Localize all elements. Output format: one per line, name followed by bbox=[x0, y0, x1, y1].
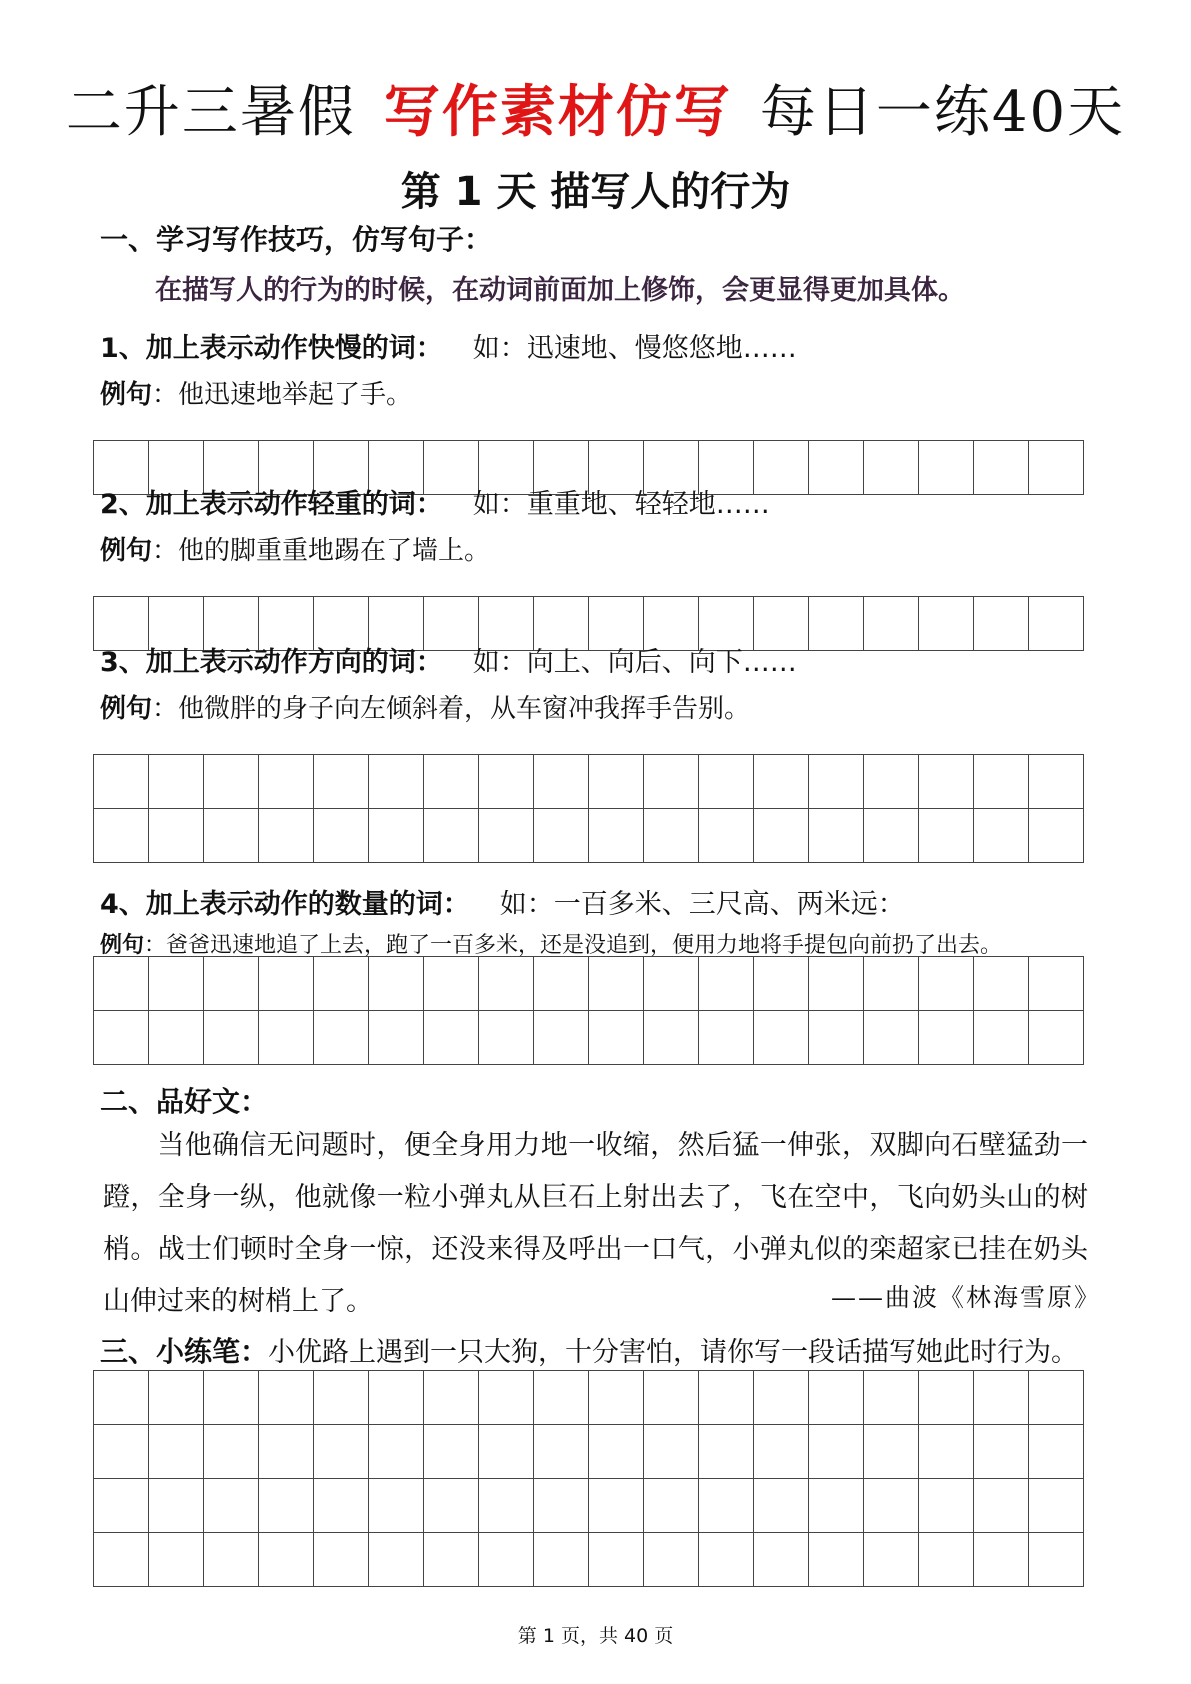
grid-cell[interactable] bbox=[589, 1011, 644, 1065]
page-subtitle: 第 1 天 描写人的行为 bbox=[400, 169, 791, 215]
grid-cell[interactable] bbox=[864, 755, 919, 809]
writing-grid-5[interactable] bbox=[93, 1370, 1084, 1587]
grid-cell[interactable] bbox=[809, 1011, 864, 1065]
grid-cell[interactable] bbox=[149, 1533, 204, 1587]
grid-cell[interactable] bbox=[534, 1425, 589, 1479]
grid-cell[interactable] bbox=[259, 1533, 314, 1587]
grid-cell[interactable] bbox=[94, 755, 149, 809]
grid-cell[interactable] bbox=[809, 755, 864, 809]
grid-cell[interactable] bbox=[479, 1371, 534, 1425]
grid-cell[interactable] bbox=[864, 441, 919, 495]
grid-cell[interactable] bbox=[699, 1371, 754, 1425]
grid-cell[interactable] bbox=[534, 1371, 589, 1425]
item-4-examples: 如：一百多米、三尺高、两米远： bbox=[499, 889, 905, 920]
grid-cell[interactable] bbox=[534, 1533, 589, 1587]
item-1-label: 1、加上表示动作快慢的词： bbox=[100, 333, 443, 364]
section3-heading: 三、小练笔： bbox=[100, 1335, 269, 1368]
grid-cell[interactable] bbox=[589, 1479, 644, 1533]
grid-cell[interactable] bbox=[204, 809, 259, 863]
grid-cell[interactable] bbox=[314, 957, 369, 1011]
grid-cell[interactable] bbox=[259, 809, 314, 863]
grid-cell[interactable] bbox=[534, 755, 589, 809]
grid-cell[interactable] bbox=[864, 809, 919, 863]
section3-heading-line bbox=[100, 1330, 1078, 1370]
title-part-3: 每日一练40天 bbox=[759, 80, 1126, 145]
grid-cell[interactable] bbox=[534, 957, 589, 1011]
grid-cell[interactable] bbox=[424, 957, 479, 1011]
grid-cell[interactable] bbox=[424, 755, 479, 809]
grid-cell[interactable] bbox=[94, 1479, 149, 1533]
grid-cell[interactable] bbox=[424, 1371, 479, 1425]
grid-cell[interactable] bbox=[589, 957, 644, 1011]
model-paragraph-text: 当他确信无问题时，便全身用力地一收缩，然后猛一伸张，双脚向石壁猛劲一蹬，全身一纵，他就像一粒小弹丸从巨石上射出去了，飞在空中，飞向奶头山的树梢。战士们顿时全身一惊，还没来得及呼出一口气，小弹丸似的栾超家已挂在奶头山伸过来的树梢上了。 bbox=[103, 1130, 1088, 1317]
grid-cell[interactable] bbox=[314, 1479, 369, 1533]
grid-cell[interactable] bbox=[699, 1479, 754, 1533]
item-1-eg-text: ：他迅速地举起了手。 bbox=[152, 380, 413, 410]
grid-cell[interactable] bbox=[1029, 1533, 1084, 1587]
grid-cell[interactable] bbox=[534, 1011, 589, 1065]
grid-cell[interactable] bbox=[149, 755, 204, 809]
grid-cell[interactable] bbox=[974, 1479, 1029, 1533]
item-1-eg-label: 例句 bbox=[100, 380, 153, 410]
grid-cell[interactable] bbox=[94, 1371, 149, 1425]
grid-cell[interactable] bbox=[919, 755, 974, 809]
grid-cell[interactable] bbox=[149, 1371, 204, 1425]
section1-heading: 一、学习写作技巧，仿写句子： bbox=[100, 223, 493, 256]
grid-cell[interactable] bbox=[259, 1425, 314, 1479]
title-highlight: 写作素材仿写 bbox=[383, 79, 732, 145]
grid-cell[interactable] bbox=[204, 1479, 259, 1533]
grid-cell[interactable] bbox=[259, 755, 314, 809]
grid-cell[interactable] bbox=[754, 957, 809, 1011]
item-3-eg-text: ：他微胖的身子向左倾斜着，从车窗冲我挥手告别。 bbox=[152, 694, 751, 724]
section3-prompt: 小优路上遇到一只大狗，十分害怕，请你写一段话描写她此时行为。 bbox=[268, 1337, 1079, 1368]
grid-cell[interactable] bbox=[864, 1011, 919, 1065]
grid-cell[interactable] bbox=[919, 809, 974, 863]
grid-cell[interactable] bbox=[479, 809, 534, 863]
item-4-eg-label: 例句 bbox=[100, 933, 145, 958]
grid-cell[interactable] bbox=[1029, 1011, 1084, 1065]
grid-cell[interactable] bbox=[974, 441, 1029, 495]
grid-cell[interactable] bbox=[589, 1371, 644, 1425]
page-title bbox=[0, 68, 1191, 148]
grid-cell[interactable] bbox=[919, 1533, 974, 1587]
page-footer: 第 1 页，共 40 页 bbox=[517, 1625, 674, 1647]
grid-cell[interactable] bbox=[149, 957, 204, 1011]
grid-cell[interactable] bbox=[919, 1425, 974, 1479]
grid-cell[interactable] bbox=[149, 1479, 204, 1533]
grid-cell[interactable] bbox=[479, 1533, 534, 1587]
grid-cell[interactable] bbox=[809, 1533, 864, 1587]
grid-cell[interactable] bbox=[1029, 1479, 1084, 1533]
grid-cell[interactable] bbox=[644, 755, 699, 809]
grid-cell[interactable] bbox=[534, 1479, 589, 1533]
grid-cell[interactable] bbox=[644, 1479, 699, 1533]
item-2-label: 2、加上表示动作轻重的词： bbox=[100, 489, 443, 520]
grid-cell[interactable] bbox=[754, 809, 809, 863]
grid-cell[interactable] bbox=[204, 1371, 259, 1425]
grid-cell[interactable] bbox=[314, 809, 369, 863]
grid-cell[interactable] bbox=[699, 809, 754, 863]
grid-cell[interactable] bbox=[974, 809, 1029, 863]
grid-cell[interactable] bbox=[204, 957, 259, 1011]
grid-cell[interactable] bbox=[644, 1011, 699, 1065]
grid-cell[interactable] bbox=[754, 1425, 809, 1479]
grid-cell[interactable] bbox=[424, 1011, 479, 1065]
grid-cell[interactable] bbox=[369, 1533, 424, 1587]
grid-cell[interactable] bbox=[754, 1011, 809, 1065]
section2-heading: 二、品好文： bbox=[100, 1085, 269, 1118]
item-1-examples: 如：迅速地、慢悠悠地…… bbox=[472, 333, 797, 364]
item-4-label: 4、加上表示动作的数量的词： bbox=[100, 889, 470, 920]
grid-cell[interactable] bbox=[534, 809, 589, 863]
grid-cell[interactable] bbox=[974, 1371, 1029, 1425]
grid-cell[interactable] bbox=[314, 755, 369, 809]
grid-cell[interactable] bbox=[754, 1371, 809, 1425]
grid-cell[interactable] bbox=[974, 1533, 1029, 1587]
section1-tip: 在描写人的行为的时候，在动词前面加上修饰，会更显得更加具体。 bbox=[155, 275, 965, 306]
grid-cell[interactable] bbox=[809, 1425, 864, 1479]
item-2-example-sentence bbox=[100, 530, 490, 567]
item-2-eg-label: 例句 bbox=[100, 536, 153, 566]
grid-cell[interactable] bbox=[369, 1371, 424, 1425]
grid-cell[interactable] bbox=[259, 1479, 314, 1533]
grid-cell[interactable] bbox=[369, 1425, 424, 1479]
grid-cell[interactable] bbox=[589, 1533, 644, 1587]
grid-cell[interactable] bbox=[1029, 1371, 1084, 1425]
grid-cell[interactable] bbox=[809, 441, 864, 495]
grid-cell[interactable] bbox=[974, 1011, 1029, 1065]
grid-cell[interactable] bbox=[864, 957, 919, 1011]
grid-cell[interactable] bbox=[644, 809, 699, 863]
grid-cell[interactable] bbox=[94, 1011, 149, 1065]
paragraph-source: ——曲波《林海雪原》 bbox=[830, 1283, 1101, 1312]
grid-cell[interactable] bbox=[1029, 957, 1084, 1011]
grid-cell[interactable] bbox=[424, 1425, 479, 1479]
grid-cell[interactable] bbox=[919, 1479, 974, 1533]
item-4-example-sentence bbox=[100, 928, 1002, 959]
grid-cell[interactable] bbox=[754, 1479, 809, 1533]
grid-cell[interactable] bbox=[754, 1533, 809, 1587]
grid-cell[interactable] bbox=[864, 1479, 919, 1533]
writing-grid-3[interactable] bbox=[93, 754, 1084, 863]
grid-cell[interactable] bbox=[809, 1371, 864, 1425]
item-1-example-sentence bbox=[100, 374, 412, 411]
item-3-label: 3、加上表示动作方向的词： bbox=[100, 647, 443, 678]
grid-cell[interactable] bbox=[644, 957, 699, 1011]
grid-cell[interactable] bbox=[314, 1371, 369, 1425]
grid-cell[interactable] bbox=[369, 755, 424, 809]
grid-cell[interactable] bbox=[974, 597, 1029, 651]
grid-cell[interactable] bbox=[864, 597, 919, 651]
grid-cell[interactable] bbox=[644, 1371, 699, 1425]
item-3-examples: 如：向上、向后、向下…… bbox=[472, 647, 797, 678]
grid-cell[interactable] bbox=[974, 755, 1029, 809]
grid-cell[interactable] bbox=[699, 957, 754, 1011]
grid-cell[interactable] bbox=[259, 1371, 314, 1425]
grid-cell[interactable] bbox=[644, 1425, 699, 1479]
grid-cell[interactable] bbox=[204, 1425, 259, 1479]
item-3-example-sentence bbox=[100, 688, 750, 725]
grid-cell[interactable] bbox=[589, 755, 644, 809]
grid-cell[interactable] bbox=[149, 809, 204, 863]
item-4-heading bbox=[100, 882, 905, 921]
grid-cell[interactable] bbox=[204, 1011, 259, 1065]
grid-cell[interactable] bbox=[1029, 755, 1084, 809]
grid-cell[interactable] bbox=[259, 1011, 314, 1065]
item-3-eg-label: 例句 bbox=[100, 694, 153, 724]
grid-cell[interactable] bbox=[974, 957, 1029, 1011]
grid-cell[interactable] bbox=[424, 1533, 479, 1587]
grid-cell[interactable] bbox=[699, 755, 754, 809]
writing-grid-4[interactable] bbox=[93, 956, 1084, 1065]
grid-cell[interactable] bbox=[314, 1425, 369, 1479]
grid-cell[interactable] bbox=[204, 755, 259, 809]
item-4-eg-text: ：爸爸迅速地追了上去，跑了一百多米，还是没追到，便用力地将手提包向前扔了出去。 bbox=[144, 933, 1003, 958]
grid-cell[interactable] bbox=[314, 1533, 369, 1587]
grid-cell[interactable] bbox=[919, 957, 974, 1011]
grid-cell[interactable] bbox=[1029, 809, 1084, 863]
grid-cell[interactable] bbox=[754, 755, 809, 809]
grid-cell[interactable] bbox=[699, 1011, 754, 1065]
grid-cell[interactable] bbox=[479, 1479, 534, 1533]
grid-cell[interactable] bbox=[424, 1479, 479, 1533]
grid-cell[interactable] bbox=[974, 1425, 1029, 1479]
grid-cell[interactable] bbox=[644, 1533, 699, 1587]
grid-cell[interactable] bbox=[919, 441, 974, 495]
grid-cell[interactable] bbox=[809, 809, 864, 863]
grid-cell[interactable] bbox=[149, 1011, 204, 1065]
grid-cell[interactable] bbox=[314, 1011, 369, 1065]
grid-cell[interactable] bbox=[699, 1533, 754, 1587]
grid-cell[interactable] bbox=[369, 1479, 424, 1533]
grid-cell[interactable] bbox=[589, 1425, 644, 1479]
grid-cell[interactable] bbox=[94, 1425, 149, 1479]
title-part-1: 二升三暑假 bbox=[65, 80, 356, 145]
grid-cell[interactable] bbox=[1029, 441, 1084, 495]
grid-cell[interactable] bbox=[1029, 597, 1084, 651]
grid-cell[interactable] bbox=[369, 809, 424, 863]
grid-cell[interactable] bbox=[699, 1425, 754, 1479]
grid-cell[interactable] bbox=[864, 1533, 919, 1587]
grid-cell[interactable] bbox=[204, 1533, 259, 1587]
grid-cell[interactable] bbox=[864, 1425, 919, 1479]
item-2-examples: 如：重重地、轻轻地…… bbox=[472, 489, 770, 520]
grid-cell[interactable] bbox=[589, 809, 644, 863]
grid-cell[interactable] bbox=[259, 957, 314, 1011]
item-2-heading bbox=[100, 482, 770, 521]
grid-cell[interactable] bbox=[94, 1533, 149, 1587]
item-1-heading bbox=[100, 326, 797, 365]
item-2-eg-text: ：他的脚重重地踢在了墙上。 bbox=[152, 536, 491, 566]
grid-cell[interactable] bbox=[94, 957, 149, 1011]
grid-cell[interactable] bbox=[94, 809, 149, 863]
grid-cell[interactable] bbox=[809, 957, 864, 1011]
grid-cell[interactable] bbox=[479, 755, 534, 809]
grid-cell[interactable] bbox=[479, 1425, 534, 1479]
grid-cell[interactable] bbox=[809, 597, 864, 651]
grid-cell[interactable] bbox=[919, 1371, 974, 1425]
grid-cell[interactable] bbox=[479, 957, 534, 1011]
grid-cell[interactable] bbox=[1029, 1425, 1084, 1479]
grid-cell[interactable] bbox=[919, 1011, 974, 1065]
grid-cell[interactable] bbox=[864, 1371, 919, 1425]
grid-cell[interactable] bbox=[479, 1011, 534, 1065]
grid-cell[interactable] bbox=[424, 809, 479, 863]
grid-cell[interactable] bbox=[809, 1479, 864, 1533]
grid-cell[interactable] bbox=[149, 1425, 204, 1479]
grid-cell[interactable] bbox=[369, 1011, 424, 1065]
item-3-heading bbox=[100, 640, 797, 679]
grid-cell[interactable] bbox=[919, 597, 974, 651]
grid-cell[interactable] bbox=[369, 957, 424, 1011]
